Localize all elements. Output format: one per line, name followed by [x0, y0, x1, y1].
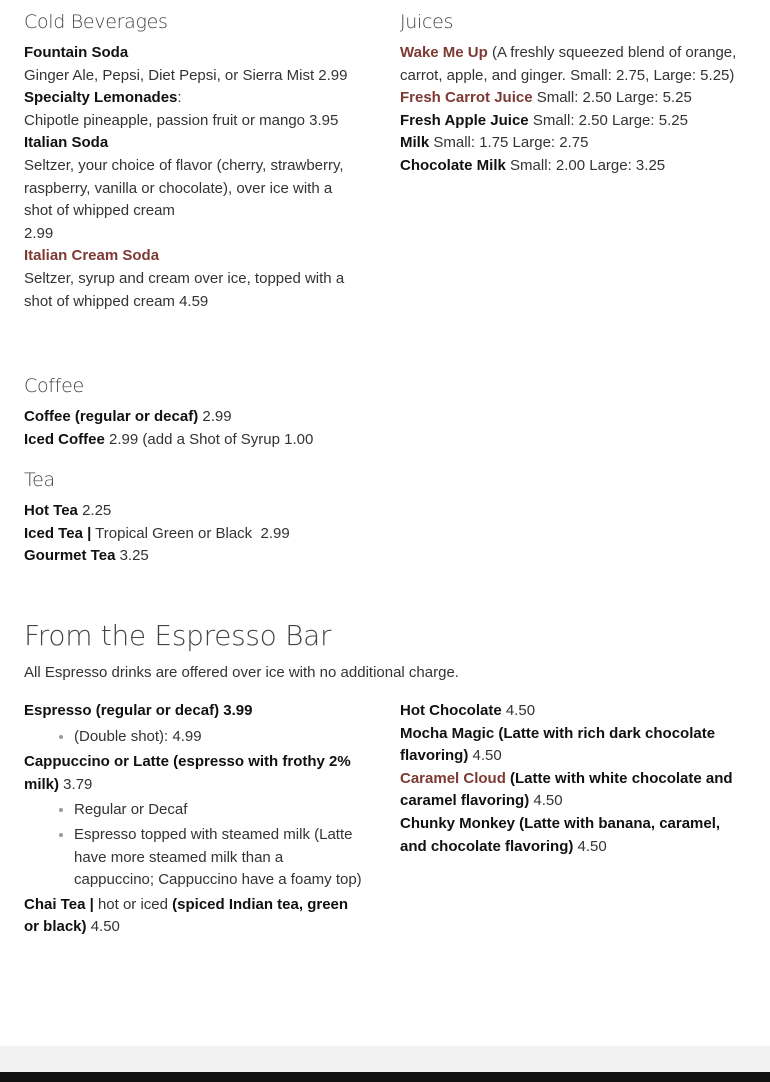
item-price: 4.50: [573, 837, 607, 855]
item-desc: (A freshly squeezed blend of orange, carrot, apple, and ginger. Small: 2.75, Large: 5.25): [400, 44, 737, 84]
caramel-cloud-link[interactable]: Caramel Cloud: [400, 769, 506, 787]
item-price: 2.25: [77, 502, 112, 519]
italian-cream-soda-item: [24, 245, 364, 268]
item-name: Coffee (regular or decaf): [24, 408, 199, 425]
item-price: 4.50: [468, 747, 502, 765]
coffee-section: [24, 374, 424, 451]
chai-tea-item: [24, 894, 364, 939]
milk-item: [400, 132, 750, 155]
carrot-juice-item: [400, 87, 750, 110]
item-name: Gourmet Tea: [24, 547, 116, 565]
cold-beverages-section: [24, 10, 364, 313]
coffee-item: [24, 406, 424, 429]
iced-tea-item: [24, 523, 424, 546]
espresso-left-column: [24, 700, 364, 939]
item-name: Hot Tea: [24, 502, 78, 519]
item-desc: Tropical Green or Black 2.99: [91, 524, 290, 542]
carrot-juice-link[interactable]: Fresh Carrot Juice: [400, 89, 533, 107]
apple-juice-item: [400, 110, 750, 133]
tea-heading: Tea: [24, 469, 55, 491]
espresso-intro: All Espresso drinks are offered over ice with no additional charge.: [24, 664, 459, 681]
cropped-heading-fragment: [137, 0, 171, 2]
item-name: Chunky Monkey (Latte with banana, caramel, and chocolate flavoring): [400, 814, 721, 855]
item-name: Milk: [400, 134, 430, 152]
italian-soda-desc: Seltzer, your choice of flavor (cherry, strawberry, raspberry, vanilla or chocolate), over ice with a shot of whipped cream: [24, 156, 344, 220]
coffee-heading: Coffee: [24, 375, 84, 397]
item-name: Chai Tea |: [24, 895, 94, 913]
chunky-monkey-item: [400, 813, 750, 858]
item-name: Fresh Apple Juice: [400, 111, 529, 129]
item-name: Fountain Soda: [24, 44, 129, 61]
item-name: Specialty Lemonades: [24, 89, 178, 107]
espresso-options: [24, 726, 364, 749]
tea-section: [24, 468, 424, 568]
mocha-magic-item: [400, 723, 750, 768]
fountain-soda-item: [24, 42, 364, 65]
cold-beverages-heading: Cold Beverages: [24, 11, 168, 33]
wake-me-up-link[interactable]: Wake Me Up: [400, 44, 488, 61]
item-price: 4.50: [529, 792, 563, 810]
item-price: 2.99: [198, 408, 232, 425]
footer-bar: [0, 1072, 770, 1082]
item-name: Mocha Magic (Latte with rich dark chocolate flavoring): [400, 724, 716, 765]
iced-coffee-item: [24, 429, 424, 452]
item-name-detail: (spiced Indian tea, green or black): [24, 895, 349, 936]
italian-soda-item: [24, 132, 364, 155]
item-name: Iced Coffee: [24, 430, 105, 448]
item-price: 4.50: [501, 702, 536, 719]
cappuccino-options: [24, 799, 364, 891]
item-name: Italian Soda: [24, 134, 109, 152]
hot-tea-item: [24, 500, 424, 523]
italian-cream-soda-link[interactable]: Italian Cream Soda: [24, 247, 160, 265]
chocolate-milk-item: [400, 155, 750, 178]
cappuccino-item: [24, 751, 364, 796]
item-desc: 2.99 (add a Shot of Syrup 1.00: [104, 430, 314, 448]
footer-band: [0, 1046, 770, 1072]
colon: :: [177, 89, 182, 107]
espresso-right-column: [400, 700, 750, 858]
espresso-item: [24, 700, 364, 723]
specialty-lemonades-desc: Chipotle pineapple, passion fruit or mango 3.95: [24, 111, 339, 129]
gourmet-tea-item: [24, 545, 424, 568]
item-name: Espresso (regular or decaf) 3.99: [24, 702, 253, 719]
wake-me-up-item: [400, 42, 750, 87]
item-name: Hot Chocolate: [400, 702, 502, 719]
hot-chocolate-item: [400, 700, 750, 723]
item-name: Iced Tea |: [24, 524, 92, 542]
item-name-detail: (Latte with white chocolate and caramel flavoring): [400, 769, 733, 810]
item-price: 4.50: [86, 918, 120, 936]
juices-section: [400, 10, 750, 178]
juices-heading: Juices: [400, 11, 454, 33]
item-price: 3.79: [59, 775, 93, 793]
item-desc: Small: 1.75 Large: 2.75: [429, 134, 589, 152]
item-name: Chocolate Milk: [400, 156, 506, 174]
item-desc: hot or iced: [93, 895, 173, 913]
list-item: • (Double shot): 4.99: [74, 726, 364, 749]
item-desc: Small: 2.00 Large: 3.25: [505, 156, 666, 174]
item-name: Cappuccino or Latte (espresso with frothy 2% milk): [24, 753, 351, 793]
item-desc: Small: 2.50 Large: 5.25: [528, 111, 688, 129]
italian-soda-price: 2.99: [24, 224, 54, 242]
item-price: 3.25: [115, 547, 149, 565]
specialty-lemonades-item: [24, 87, 364, 110]
item-desc: Small: 2.50 Large: 5.25: [532, 89, 692, 107]
fountain-soda-desc: Ginger Ale, Pepsi, Diet Pepsi, or Sierra Mist 2.99: [24, 66, 348, 84]
espresso-bar-heading: From the Espresso Bar: [24, 619, 332, 652]
list-item: • Espresso topped with steamed milk (Latte have more steamed milk than a cappuccino; Cappuccino have a foamy top): [74, 824, 364, 892]
list-item: • Regular or Decaf: [74, 799, 364, 822]
caramel-cloud-item: [400, 768, 750, 813]
italian-cream-soda-desc: Seltzer, syrup and cream over ice, topped with a shot of whipped cream 4.59: [24, 269, 345, 310]
